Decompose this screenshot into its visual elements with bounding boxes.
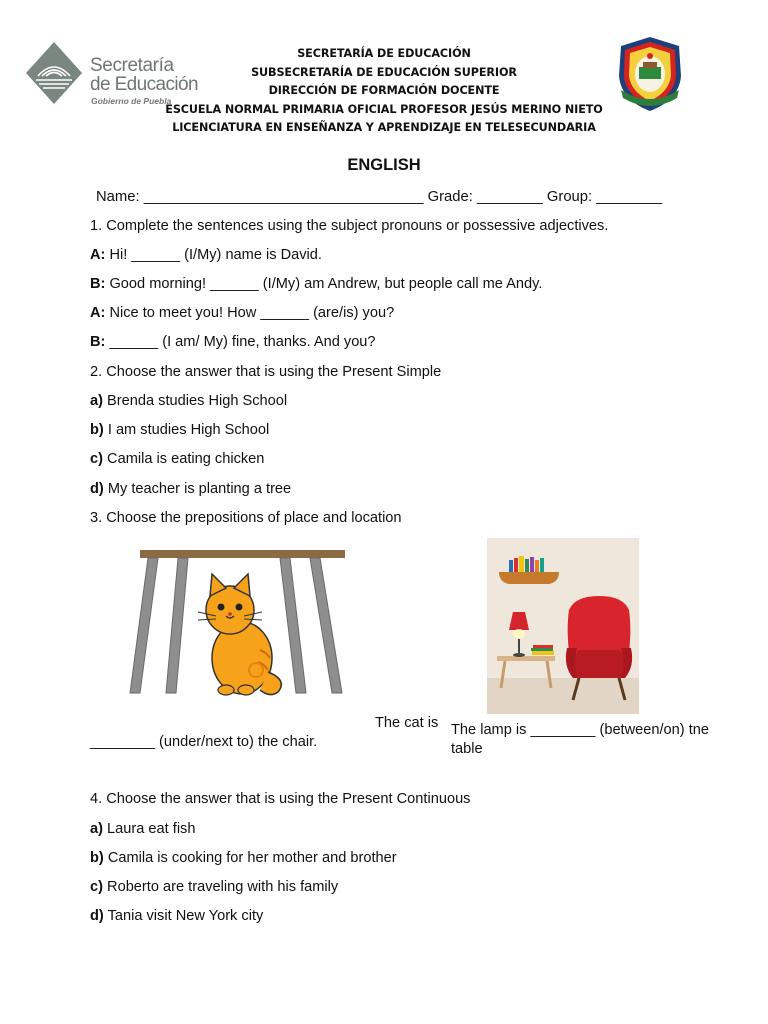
option-letter: a) (90, 821, 103, 837)
q2-option-d (90, 480, 291, 498)
name-grade-group-line: Name: __________________________________ Grade: ________ Group: ________ (96, 189, 663, 205)
logo-text-secretaria: Secretaría (90, 55, 174, 76)
option-letter: c) (90, 879, 103, 895)
header-line-3: DIRECCIÓN DE FORMACIÓN DOCENTE (268, 84, 500, 97)
option-letter: b) (90, 850, 104, 866)
q4-option-b (90, 849, 397, 867)
q1-line-3 (90, 304, 394, 322)
option-letter: b) (90, 422, 104, 438)
option-letter: a) (90, 393, 103, 409)
option-letter: d) (90, 481, 104, 497)
q3-lamp-line-1: The lamp is ________ (between/on) tne (451, 722, 709, 738)
q1-line-1 (90, 246, 322, 264)
option-text: Tania visit New York city (103, 908, 264, 924)
header-line-5: LICENCIATURA EN ENSEÑANZA Y APRENDIZAJE EN TELESECUNDARIA (172, 121, 596, 134)
dialogue-text: ______ (I am/ My) fine, thanks. And you? (105, 334, 376, 350)
dialogue-text: Good morning! ______ (I/My) am Andrew, but people call me Andy. (105, 276, 543, 292)
q4-instruction: 4. Choose the answer that is using the Present Continuous (90, 791, 471, 807)
header-line-4: ESCUELA NORMAL PRIMARIA OFICIAL PROFESOR JESÚS MERINO NIETO (165, 103, 603, 116)
speaker-label: A: (90, 247, 106, 263)
cat-under-table-image (120, 540, 365, 710)
option-text: I am studies High School (103, 422, 270, 438)
header-line-2: SUBSECRETARÍA DE EDUCACIÓN SUPERIOR (251, 66, 517, 79)
option-text: Brenda studies High School (102, 393, 288, 409)
option-text: Laura eat fish (102, 821, 196, 837)
speaker-label: B: (90, 334, 106, 350)
q1-line-4 (90, 333, 376, 351)
option-letter: d) (90, 908, 104, 924)
option-text: My teacher is planting a tree (103, 481, 292, 497)
q3-cat-sentence: ________ (under/next to) the chair. (90, 734, 318, 750)
q4-option-a (90, 820, 195, 838)
q1-instruction: 1. Complete the sentences using the subject pronouns or possessive adjectives. (90, 218, 609, 234)
header-line-1: SECRETARÍA DE EDUCACIÓN (297, 47, 471, 60)
q4-option-d (90, 907, 263, 925)
q4-option-c (90, 878, 338, 896)
q2-option-c (90, 450, 264, 468)
option-text: Camila is eating chicken (102, 451, 265, 467)
q3-instruction: 3. Choose the prepositions of place and location (90, 510, 402, 526)
q3-cat-prefix: The cat is (375, 715, 439, 731)
q2-instruction: 2. Choose the answer that is using the Present Simple (90, 364, 442, 380)
q2-option-b (90, 421, 269, 439)
dialogue-text: Nice to meet you! How ______ (are/is) you? (105, 305, 395, 321)
secretaria-logo-icon (24, 40, 84, 106)
page-title: ENGLISH (347, 156, 421, 174)
dialogue-text: Hi! ______ (I/My) name is David. (105, 247, 322, 263)
logo-subtext: Gobierno de Puebla (91, 96, 172, 106)
q2-option-a (90, 392, 287, 410)
q3-lamp-line-2: table (451, 741, 483, 757)
option-text: Roberto are traveling with his family (102, 879, 339, 895)
lamp-and-chair-image (487, 538, 639, 714)
speaker-label: A: (90, 305, 106, 321)
speaker-label: B: (90, 276, 106, 292)
q1-line-2 (90, 275, 542, 293)
option-text: Camila is cooking for her mother and brother (103, 850, 397, 866)
logo-text-educacion: de Educación (90, 74, 198, 95)
option-letter: c) (90, 451, 103, 467)
school-crest-icon (613, 34, 687, 114)
